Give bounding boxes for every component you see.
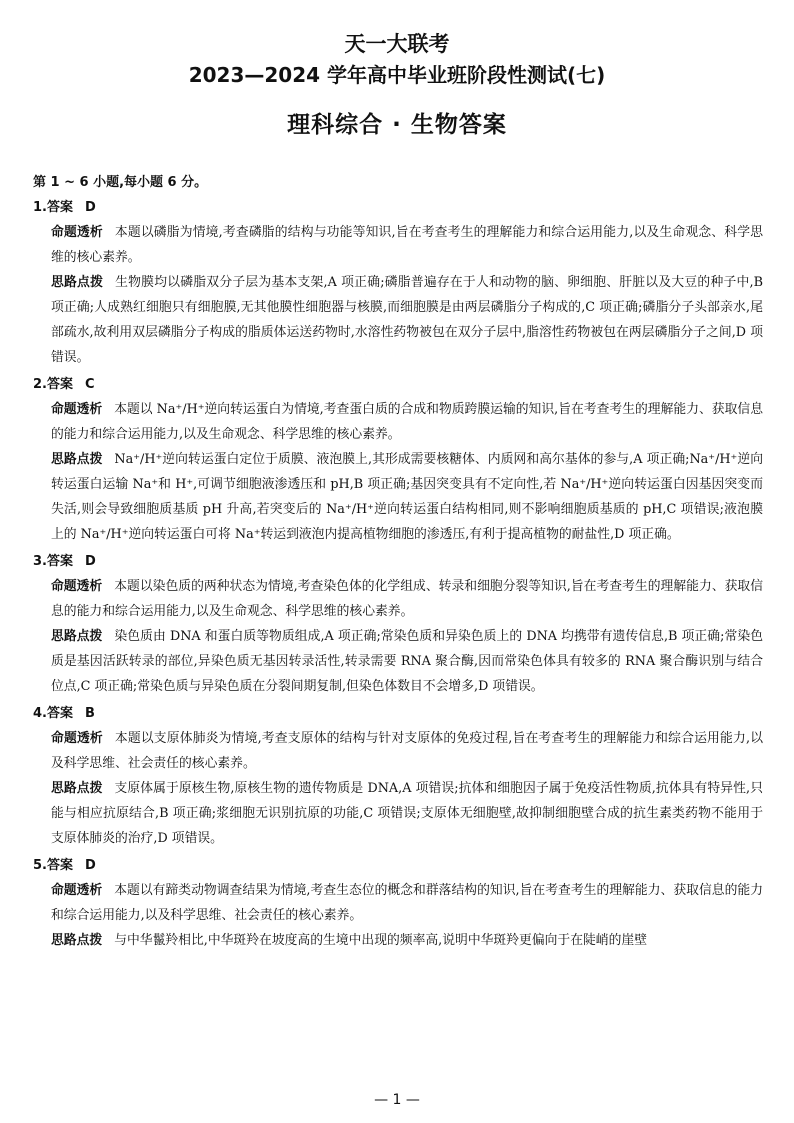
hint-label: 思路点拨	[51, 629, 103, 644]
answer-content	[33, 174, 763, 956]
answer-value: B	[85, 706, 95, 721]
answer-label: 答案	[46, 858, 73, 873]
question-item	[33, 373, 763, 547]
hint-paragraph	[33, 776, 763, 851]
answer-label: 答案	[46, 377, 73, 392]
hint-label: 思路点拨	[51, 275, 104, 290]
hint-label: 思路点拨	[51, 452, 103, 467]
question-header	[33, 550, 763, 574]
answer-label: 答案	[46, 706, 73, 721]
question-item	[33, 854, 763, 953]
hint-text: 染色质由 DNA 和蛋白质等物质组成,A 项正确;常染色质和异染色质上的 DNA 均携带有遗传信息,B 项正确;常染色质是基因活跃转录的部位,异染色质无基因转录活性,转录需要 RNA 聚合酶,因而常染色体具有较多的 RNA 聚合酶识别与结合位点,C 项正确;常染色质与异染色质在分裂间期复制,但染色体数目不会增多,D 项错误。	[51, 629, 763, 694]
analysis-label: 命题透析	[51, 225, 103, 240]
analysis-text: 本题以有蹄类动物调查结果为情境,考查生态位的概念和群落结构的知识,旨在考查考生的理解能力、获取信息的能力和综合运用能力,以及科学思维、社会责任的核心素养。	[51, 883, 763, 923]
question-item	[33, 702, 763, 851]
analysis-text: 本题以支原体肺炎为情境,考查支原体的结构与针对支原体的免疫过程,旨在考查考生的理解能力和综合运用能力,以及科学思维、社会责任的核心素养。	[51, 731, 763, 771]
question-number: 5.	[33, 858, 47, 873]
title-block	[0, 30, 794, 140]
hint-text: 与中华鬣羚相比,中华斑羚在坡度高的生境中出现的频率高,说明中华斑羚更偏向于在陡峭的崖壁	[114, 933, 647, 948]
question-number: 1.	[33, 200, 47, 215]
question-item	[33, 196, 763, 370]
question-number: 3.	[33, 554, 47, 569]
page-number: — 1 —	[374, 1092, 420, 1108]
analysis-text: 本题以磷脂为情境,考查磷脂的结构与功能等知识,旨在考查考生的理解能力和综合运用能力,以及生命观念、科学思维的核心素养。	[51, 225, 763, 265]
analysis-paragraph	[33, 574, 763, 624]
organizer-title: 天一大联考	[344, 32, 450, 56]
analysis-text: 本题以 Na⁺/H⁺逆向转运蛋白为情境,考查蛋白质的合成和物质跨膜运输的知识,旨在考查考生的理解能力、获取信息的能力和综合运用能力,以及生命观念、科学思维的核心素养。	[51, 402, 763, 442]
hint-paragraph	[33, 447, 763, 547]
analysis-paragraph	[33, 220, 763, 270]
answer-label: 答案	[46, 200, 73, 215]
analysis-paragraph	[33, 878, 763, 928]
scoring-note: 第 1 ~ 6 小题,每小题 6 分。	[33, 175, 208, 190]
analysis-label: 命题透析	[51, 883, 103, 898]
hint-label: 思路点拨	[51, 781, 103, 796]
answer-value: D	[85, 200, 96, 215]
hint-paragraph	[33, 928, 763, 953]
analysis-text: 本题以染色质的两种状态为情境,考查染色体的化学组成、转录和细胞分裂等知识,旨在考查考生的理解能力、获取信息的能力和综合运用能力,以及生命观念、科学思维的核心素养。	[51, 579, 763, 619]
question-header	[33, 854, 763, 878]
question-header	[33, 373, 763, 397]
question-item	[33, 550, 763, 699]
hint-text: 支原体属于原核生物,原核生物的遗传物质是 DNA,A 项错误;抗体和细胞因子属于免疫活性物质,抗体具有特异性,只能与相应抗原结合,B 项正确;浆细胞无识别抗原的功能,C 项错误;支原体无细胞壁,故抑制细胞壁合成的抗生素类药物不能用于支原体肺炎的治疗,D 项错误。	[51, 781, 763, 846]
question-header	[33, 702, 763, 726]
answer-label: 答案	[46, 554, 73, 569]
hint-text: 生物膜均以磷脂双分子层为基本支架,A 项正确;磷脂普遍存在于人和动物的脑、卵细胞、肝脏以及大豆的种子中,B 项正确;人成熟红细胞只有细胞膜,无其他膜性细胞器与核膜,而细胞膜是由两层磷脂分子构成的,C 项正确;磷脂分子头部亲水,尾部疏水,故利用双层磷脂分子构成的脂质体运送药物时,水溶性药物被包在双分子层中,脂溶性药物被包在两层磷脂分子之间,D 项错误。	[51, 275, 763, 365]
answer-value: D	[85, 858, 96, 873]
question-header	[33, 196, 763, 220]
hint-paragraph	[33, 624, 763, 699]
subject-title: 理科综合 · 生物答案	[287, 112, 507, 138]
analysis-paragraph	[33, 397, 763, 447]
question-list	[33, 196, 763, 953]
hint-paragraph	[33, 270, 763, 370]
analysis-label: 命题透析	[51, 579, 103, 594]
analysis-label: 命题透析	[51, 731, 103, 746]
analysis-label: 命题透析	[51, 402, 103, 417]
exam-title: 2023—2024 学年高中毕业班阶段性测试(七)	[188, 63, 606, 87]
answer-value: D	[85, 554, 96, 569]
analysis-paragraph	[33, 726, 763, 776]
answer-value: C	[85, 377, 95, 392]
hint-text: Na⁺/H⁺逆向转运蛋白定位于质膜、液泡膜上,其形成需要核糖体、内质网和高尔基体的参与,A 项正确;Na⁺/H⁺逆向转运蛋白运输 Na⁺和 H⁺,可调节细胞液渗透压和 pH,B 项正确;基因突变具有不定向性,若 Na⁺/H⁺逆向转运蛋白因基因突变而失活,则会导致细胞质基质 pH 升高,若突变后的 Na⁺/H⁺逆向转运蛋白结构相同,则不影响细胞质基质的 pH,C 项错误;液泡膜上的 Na⁺/H⁺逆向转运蛋白可将 Na⁺转运到液泡内提高植物细胞的渗透压,有利于提高植物的耐盐性,D 项正确。	[51, 452, 763, 542]
question-number: 4.	[33, 706, 47, 721]
hint-label: 思路点拨	[51, 933, 103, 948]
question-number: 2.	[33, 377, 47, 392]
